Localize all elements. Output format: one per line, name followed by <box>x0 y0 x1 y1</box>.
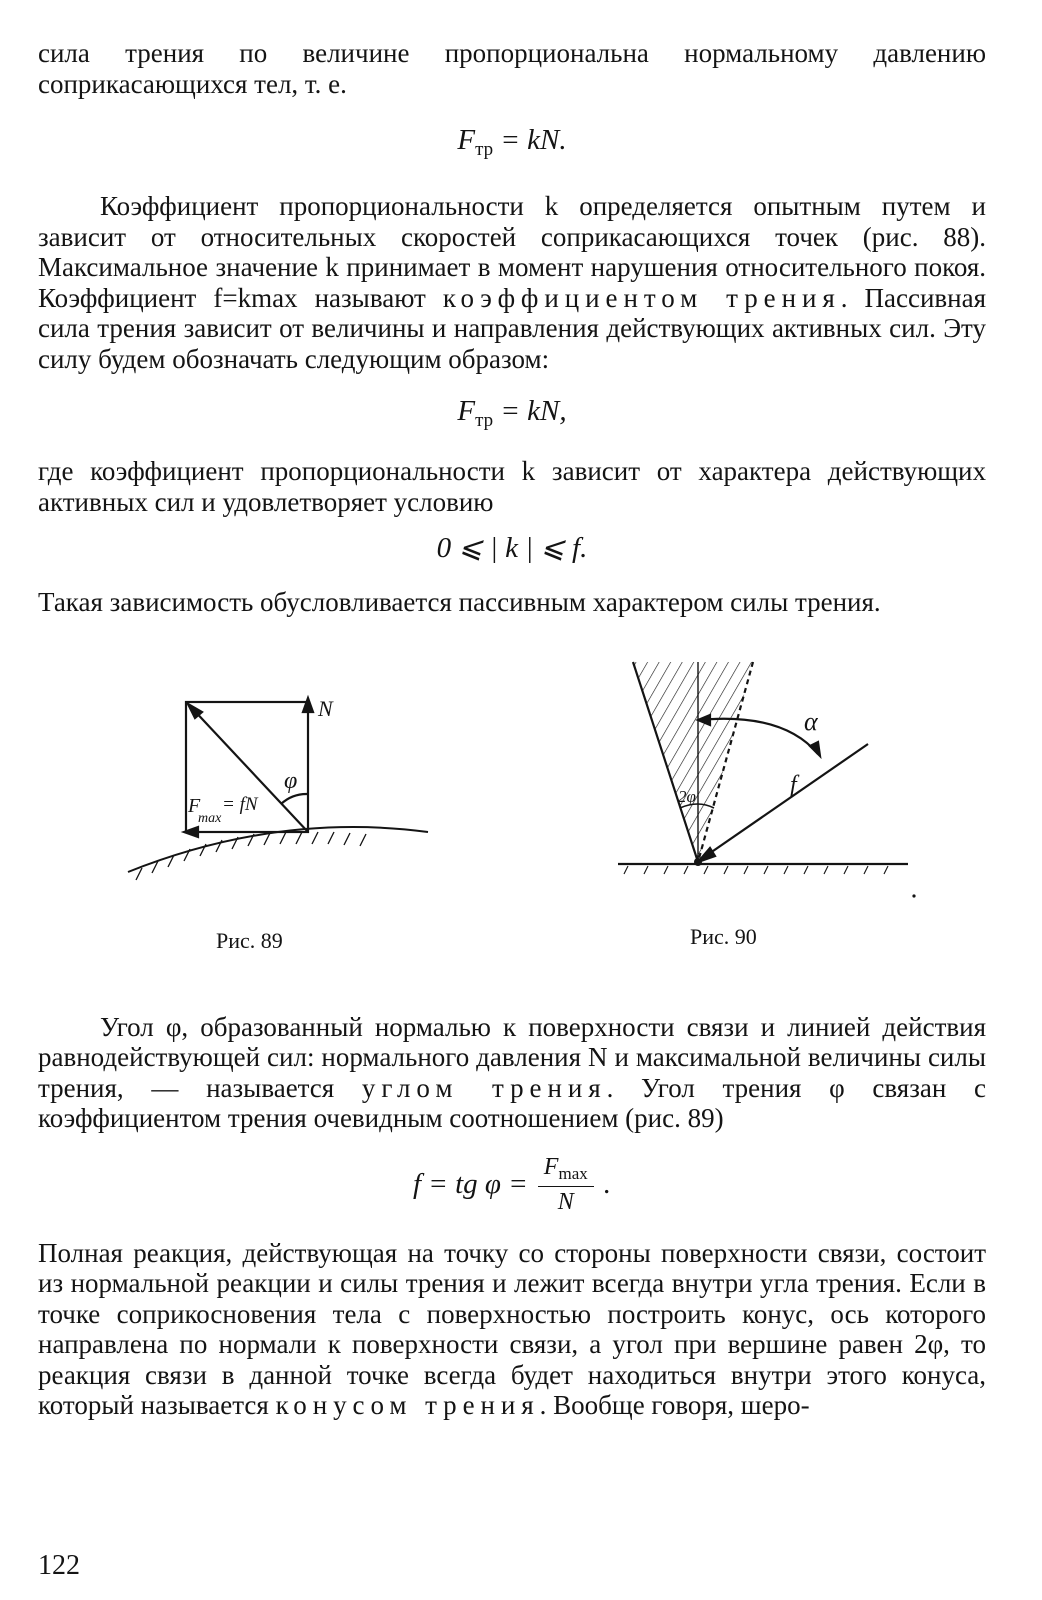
term-friction-coefficient: коэффициентом трения <box>442 282 841 313</box>
formula-passive-friction: $F_{тр}$ = kN, <box>457 395 567 431</box>
term-friction-angle: углом трения <box>361 1072 607 1103</box>
term-friction-cone: конусом трения <box>275 1390 540 1420</box>
caption-fig90: Рис. 90 <box>690 923 757 949</box>
label-fmax-sub: max <box>198 810 222 826</box>
label-N: N <box>318 695 333 721</box>
label-phi: φ <box>284 767 298 794</box>
paragraph-5: Угол φ, образованный нормалью к поверхности связи и линией действия равнодействующей сил: нормального давления N и максимальной величины силы трения, — называется углом трения. Угол трения φ связан с коэффициентом трения очевидным соотношением (рис. 89) <box>38 1011 987 1133</box>
page-body <box>38 38 986 1421</box>
paragraph-3: где коэффициент пропорциональности k зависит от характера действующих активных сил и удовлетворяет условию <box>38 456 986 517</box>
formula-tan-phi: f = tg φ = $\frac{F_{max}}{N}$ . <box>413 1153 611 1215</box>
paragraph-6: Полная реакция, действующая на точку со стороны поверхности связи, состоит из нормальной реакции и силы трения и лежит всегда внутри угла трения. Если в точке соприкосновения тела с поверхностью построить конус, ось которого направлена по нормали к поверхности связи, а угол при вершине равен 2φ, то реакция связи в данной точке всегда будет находиться внутри этого конуса, который называется конусом трения. Вообще говоря, шеро- <box>38 1237 986 1420</box>
label-fmax: F <box>188 794 201 817</box>
figure-89 <box>118 662 448 892</box>
paragraph-4: Такая зависимость обусловливается пассивным характером силы трения. <box>38 587 881 617</box>
label-alpha: α <box>804 706 818 736</box>
paragraph-1: сила трения по величине пропорциональна нормальному давлению соприкасающихся тел, т. е. <box>38 38 986 99</box>
fraction: $\frac{F_{max}}{N}$ <box>538 1154 594 1216</box>
label-f: f <box>790 771 797 798</box>
paragraph-2: Коэффициент пропорциональности k определяется опытным путем и зависит от относительных скоростей соприкасающихся точек (рис. 88). Максимальное значение k принимает в момент нарушения относительного покоя. Коэффициент f=kmax называют коэффициентом трения. Пассивная сила трения зависит от величины и направления действующих активных сил. Эту силу будем обозначать следующим образом: <box>38 191 986 374</box>
formula-friction-force: $F_{тр}$ = kN. <box>457 124 567 160</box>
formula-condition: 0 ⩽ | k | ⩽ f. <box>436 532 588 564</box>
label-fn: = fN <box>222 793 258 815</box>
caption-fig89: Рис. 89 <box>216 927 283 953</box>
page-number: 122 <box>38 1550 80 1581</box>
label-2phi: 2φ <box>678 786 696 806</box>
figures-row <box>38 642 986 982</box>
figure-90 <box>578 642 978 922</box>
